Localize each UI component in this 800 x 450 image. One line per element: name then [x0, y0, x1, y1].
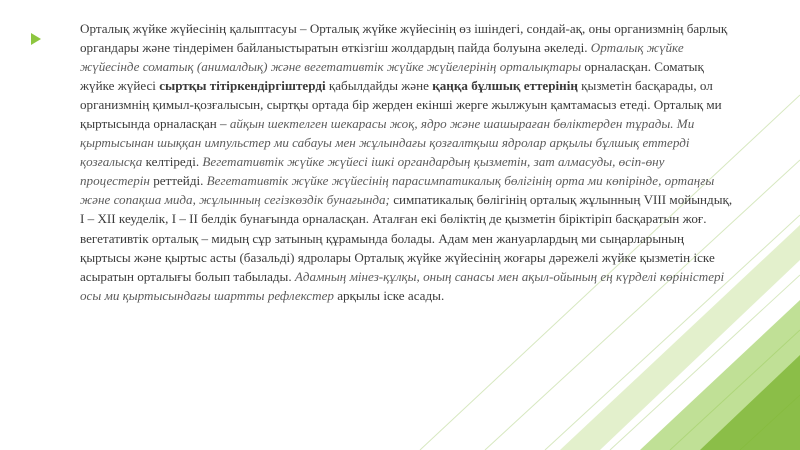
- body-paragraph: [80, 19, 736, 305]
- triangle-bullet-icon: [31, 33, 41, 45]
- bold-text-run: сыртқы тітіркендіргіштерді: [159, 78, 326, 94]
- italic-text-run: Вегетативтік жүйке жүйесінің парасимпатикалық бөлігінің орта ми көпірінде, ортаңғы және сопақша мида, жұлынның сегізкөздік бунағында;: [80, 173, 715, 208]
- text-run: Орталық жүйке жүйесінің қалыптасуы – Орталық жүйке жүйесінің өз ішіндегі, сондай-ақ, оны организмнің барлық органдары және тіндерімен байланыстыратын өткізгіш жолдардың пайда болуына әкеледі.: [80, 21, 728, 56]
- bold-text-run: қаңқа бұлшық еттерінің: [432, 78, 578, 94]
- text-run: реттейді.: [149, 173, 207, 189]
- text-run: келтіреді.: [142, 154, 203, 170]
- text-run: қабылдайды және: [325, 78, 433, 94]
- text-run: симпатикалық бөлігінің орталық жұлынның VIII мойындық, I – XII кеуделік, I – II белдік бунағында орналасқан. Аталған екі бөліктің де қызметін біріктіріп басқаратын жоғ. вегетативтік орталық – мидың сұр затының құрамында болады. Адам мен жануарлардың ми сыңарларының қыртысы және қыртыс асты (базальді) ядролары Орталық жүйке жүйесінің жоғары дәрежелі жүйке қызметін іске асыратын орталығы болып табылады.: [80, 192, 733, 284]
- text-run: орналасқан. Соматық жүйке жүйесі: [80, 59, 704, 94]
- italic-text-run: Адамның мінез-құлқы, оның санасы мен ақыл-ойының ең күрделі көріністері осы ми қыртысындағы шартты рефлекстер: [80, 268, 725, 303]
- italic-text-run: Вегетативтік жүйке жүйесі ішкі органдардың қызметін, зат алмасуды, өсіп-өну процестерін: [80, 154, 665, 189]
- italic-text-run: Орталық жүйке жүйесінде соматық (анималдық) және вегетативтік жүйке жүйелерінің орталықтары: [80, 40, 684, 75]
- text-run: арқылы іске асады.: [333, 287, 445, 303]
- italic-text-run: айқын шектелген шекарасы жоқ, ядро және шашыраған бөліктерден тұрады. Ми қыртысынан шыққан импульстер ми сабауы мен жұлындағы қозғалтқыш ядролар арқылы бұлшық еттерді қозғалысқа: [80, 116, 695, 170]
- text-run: қызметін басқарады, ол организмнің қимыл-қозғалысын, сыртқы ортада бір жерден екінші жерге жылжуын қамтамасыз етеді. Орталық ми қыртысында орналасқан –: [80, 78, 722, 132]
